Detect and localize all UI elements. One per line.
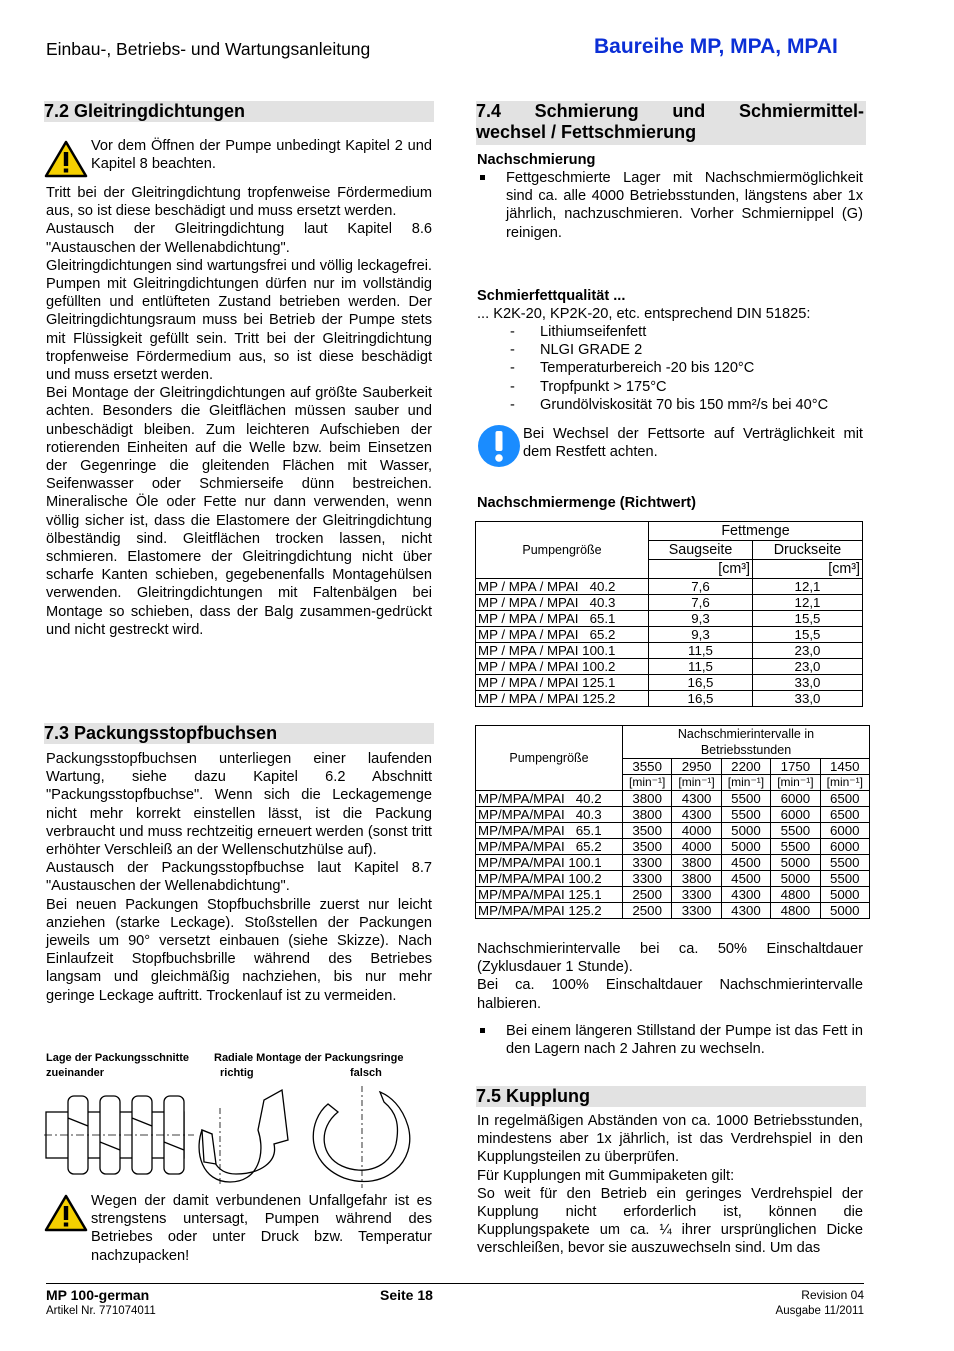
value-cell: 5500 bbox=[820, 855, 869, 871]
table-row bbox=[476, 579, 863, 595]
pump-size-cell: MP / MPA / MPAI 100.2 bbox=[476, 659, 649, 675]
speed-header: 2950 bbox=[672, 759, 721, 775]
section-7-5-title: 7.5 Kupplung bbox=[476, 1086, 866, 1107]
value-cell: 3800 bbox=[672, 855, 721, 871]
list-item: - Lithiumseifenfett bbox=[477, 323, 863, 341]
column-header: Pumpengröße bbox=[476, 726, 623, 791]
value-cell: 5500 bbox=[771, 823, 820, 839]
section-7-3-title: 7.3 Packungsstopfbuchsen bbox=[44, 723, 434, 744]
paragraph: Gleitringdichtungen sind wartungsfrei und völlig leckagefrei. Pumpen mit Gleitringdichtungen dürfen nur im vollständig gefüllten und entlüfteten Zustand betrieben werden. Der Gleitringdichtungsraum muss bei Betrieb der Pumpe stets mit Flüssigkeit gefüllt sein. Tritt bei der Gleitringdichtung tropfenweise Fördermedium aus, so ist diese beschädigt und muss ersetzt werden. bbox=[46, 257, 432, 384]
pump-size-cell: MP / MPA / MPAI 100.1 bbox=[476, 643, 649, 659]
table-row bbox=[476, 627, 863, 643]
value-cell: 4800 bbox=[771, 887, 820, 903]
table-row bbox=[476, 855, 870, 871]
list-item: - Grundölviskosität 70 bis 150 mm²/s bei 40°C bbox=[477, 396, 863, 414]
intervall-table bbox=[475, 725, 870, 919]
section-7-5-body bbox=[477, 1112, 863, 1258]
value-cell: 5000 bbox=[721, 839, 770, 855]
figure-label: Lage der Packungsschnitte bbox=[46, 1052, 190, 1064]
value-cell: 7,6 bbox=[649, 579, 753, 595]
table-row bbox=[476, 595, 863, 611]
paragraph: Austausch der Packungsstopfbuchse laut Kapitel 8.7 "Austauschen der Wellenabdichtung". bbox=[46, 860, 432, 895]
value-cell: 5000 bbox=[721, 823, 770, 839]
fettmenge-table-body bbox=[476, 579, 863, 707]
speed-header: 3550 bbox=[623, 759, 672, 775]
title-word: Schmierung bbox=[534, 101, 639, 121]
value-cell: 5000 bbox=[771, 871, 820, 887]
value-cell: 3800 bbox=[623, 791, 672, 807]
value-cell: 6000 bbox=[820, 839, 869, 855]
value-cell: 12,1 bbox=[753, 595, 863, 611]
column-header-line: Nachschmierintervalle in bbox=[677, 727, 815, 741]
value-cell: 12,1 bbox=[753, 579, 863, 595]
value-cell: 4300 bbox=[721, 887, 770, 903]
value-cell: 3800 bbox=[672, 871, 721, 887]
value-cell: 15,5 bbox=[753, 627, 863, 643]
warning-text-7-3: Wegen der damit verbundenen Unfallgefahr ist es strengstens untersagt, Pumpen während des Betriebes oder unter Druck bzw. Temperatur nachzupacken! bbox=[91, 1193, 432, 1264]
column-header bbox=[623, 726, 870, 759]
footer-page: Seite 18 bbox=[380, 1287, 433, 1303]
column-unit: [cm³] bbox=[753, 560, 863, 579]
value-cell: 7,6 bbox=[649, 595, 753, 611]
value-cell: 23,0 bbox=[753, 659, 863, 675]
list-item: - NLGI GRADE 2 bbox=[477, 341, 863, 359]
warning-icon bbox=[44, 1194, 88, 1237]
packing-rings-sketch bbox=[44, 1096, 194, 1174]
header-series: Baureihe MP, MPA, MPAI bbox=[594, 35, 838, 58]
paragraph: Austausch der Gleitringdichtung laut Kapitel 8.6 "Austauschen der Wellenabdichtung". bbox=[46, 221, 432, 256]
column-header-line: Betriebsstunden bbox=[700, 743, 792, 757]
value-cell: 16,5 bbox=[649, 675, 753, 691]
value-cell: 9,3 bbox=[649, 611, 753, 627]
value-cell: 23,0 bbox=[753, 643, 863, 659]
info-note: Bei Wechsel der Fettsorte auf Verträglichkeit mit dem Restfett achten. bbox=[523, 426, 863, 461]
footer-divider bbox=[46, 1283, 864, 1284]
pump-size-cell: MP / MPA / MPAI 125.2 bbox=[476, 691, 649, 707]
intervall-notes bbox=[477, 940, 863, 1013]
value-cell: 5000 bbox=[820, 887, 869, 903]
pump-size-cell: MP/MPA/MPAI 100.1 bbox=[476, 855, 623, 871]
value-cell: 4300 bbox=[672, 807, 721, 823]
value-cell: 6000 bbox=[771, 791, 820, 807]
schmierfett-intro: ... K2K-20, KP2K-20, etc. entsprechend DIN 51825: bbox=[477, 306, 811, 322]
subheading-nachschmiermenge: Nachschmiermenge (Richtwert) bbox=[477, 495, 696, 511]
value-cell: 3500 bbox=[623, 823, 672, 839]
table-row bbox=[476, 659, 863, 675]
column-header: Fettmenge bbox=[649, 522, 863, 541]
paragraph: Für Kupplungen mit Gummipaketen gilt: bbox=[477, 1167, 735, 1184]
value-cell: 15,5 bbox=[753, 611, 863, 627]
value-cell: 2500 bbox=[623, 887, 672, 903]
list-item: - Temperaturbereich -20 bis 120°C bbox=[477, 359, 863, 377]
paragraph: Nachschmierintervalle bei ca. 50% Einschaltdauer (Zyklusdauer 1 Stunde). bbox=[477, 941, 863, 976]
value-cell: 6500 bbox=[820, 791, 869, 807]
value-cell: 3300 bbox=[623, 855, 672, 871]
section-7-4-title-line1 bbox=[476, 101, 866, 122]
fettmenge-table bbox=[475, 521, 863, 707]
paragraph: So weit für den Betrieb ein geringes Verdrehspiel der Kupplung nicht erforderlich ist, können die Kupplungspakete um ca. ¼ ihrer ursprünglichen Dicke verschleißen, bevor sie auszuwechseln sind. Um das bbox=[477, 1185, 863, 1257]
value-cell: 4800 bbox=[771, 903, 820, 919]
figure-label: zueinander bbox=[46, 1067, 105, 1079]
paragraph: Packungsstopfbuchsen unterliegen einer laufenden Wartung, siehe dazu Kapitel 6.2 Abschnitt "Packungsstopfbuchse". Wenn sich die Leckagemenge nicht mehr korrekt einstellen lässt, ist die Packung verbraucht und muss rechtzeitig erneuert werden (sonst tritt erhöhter Verschleiß an der Wellenschutzhülse auf). bbox=[46, 751, 432, 859]
title-word: Schmiermittel- bbox=[738, 101, 864, 121]
pump-size-cell: MP / MPA / MPAI 65.2 bbox=[476, 627, 649, 643]
footer-artikel: Artikel Nr. 771074011 bbox=[46, 1305, 156, 1317]
paragraph: Bei ca. 100% Einschaltdauer Nachschmierintervalle halbieren. bbox=[477, 977, 863, 1012]
pump-size-cell: MP/MPA/MPAI 40.2 bbox=[476, 791, 623, 807]
value-cell: 5000 bbox=[771, 855, 820, 871]
value-cell: 4000 bbox=[672, 823, 721, 839]
value-cell: 4500 bbox=[721, 871, 770, 887]
table-header-row bbox=[476, 522, 863, 541]
warning-icon bbox=[44, 140, 88, 183]
figure-label-right: Radiale Montage der Packungsringe bbox=[214, 1052, 404, 1064]
value-cell: 3500 bbox=[623, 839, 672, 855]
nachschmierung-list bbox=[477, 169, 863, 242]
warning-text-7-2: Vor dem Öffnen der Pumpe unbedingt Kapitel 2 und Kapitel 8 beachten. bbox=[91, 138, 432, 173]
pump-size-cell: MP / MPA / MPAI 40.3 bbox=[476, 595, 649, 611]
table-row bbox=[476, 887, 870, 903]
paragraph: Bei Montage der Gleitringdichtungen auf größte Sauberkeit achten. Besonders die Gleitflächen müssen sauber und unbeschädigt bleiben. Zum leichteren Aufschieben der rotierenden Einheiten auf die Welle bzw. beim Einsetzen der Gegenringe die gleitenden Flächen mit Wasser, Seifenwasser oder Schmierseife dünn bestreichen. Mineralische Öle oder Fette nur dann verwenden, wenn völlig sicher ist, dass die Elastomere der Gleitringdichtung ölbeständig sind. Gleitflächen trocken lassen, nicht schmieren. Elastomere der Gleitringdichtung nicht über scharfe Kanten schieben, gegebenenfalls Montagehülsen verwenden. Gleitringdichtungen mit Faltenbälgen bei Montage so schieben, dass der Balg zusammen-gedrückt und nicht gestreckt wird. bbox=[46, 385, 432, 638]
section-7-2-body bbox=[46, 184, 432, 639]
table-row bbox=[476, 643, 863, 659]
table-row bbox=[476, 839, 870, 855]
value-cell: 5000 bbox=[820, 903, 869, 919]
table-header-row bbox=[476, 726, 870, 759]
speed-unit: [min⁻¹] bbox=[820, 775, 869, 791]
table-row bbox=[476, 871, 870, 887]
footer-ausgabe: Ausgabe 11/2011 bbox=[775, 1305, 864, 1317]
subheading-nachschmierung: Nachschmierung bbox=[477, 152, 596, 168]
value-cell: 4300 bbox=[721, 903, 770, 919]
info-icon bbox=[477, 424, 521, 473]
list-item: Bei einem längeren Stillstand der Pumpe ist das Fett in den Lagern nach 2 Jahren zu wechseln. bbox=[477, 1022, 863, 1058]
section-7-2-title: 7.2 Gleitringdichtungen bbox=[44, 101, 434, 122]
table-row bbox=[476, 675, 863, 691]
value-cell: 5500 bbox=[820, 871, 869, 887]
pump-size-cell: MP / MPA / MPAI 125.1 bbox=[476, 675, 649, 691]
pump-size-cell: MP/MPA/MPAI 125.1 bbox=[476, 887, 623, 903]
header-title: Einbau-, Betriebs- und Wartungsanleitung bbox=[46, 39, 371, 59]
value-cell: 6000 bbox=[820, 823, 869, 839]
value-cell: 33,0 bbox=[753, 675, 863, 691]
paragraph: Bei neuen Packungen Stopfbuchsbrille zuerst nur leicht anziehen (starke Leckage). Stoßstellen der Packungen jeweils um 90° versetzt einbauen (siehe Skizze). Nach Einlaufzeit Stopfbuchsbrille während des Betriebes langsam und gleichmäßig nachziehen, bis nur mehr geringe Leckage auftritt. Trockenlauf ist zu vermeiden. bbox=[46, 896, 432, 1004]
pump-size-cell: MP/MPA/MPAI 100.2 bbox=[476, 871, 623, 887]
value-cell: 2500 bbox=[623, 903, 672, 919]
column-header: Pumpengröße bbox=[476, 522, 649, 579]
speed-header: 1750 bbox=[771, 759, 820, 775]
figure-label-left bbox=[46, 1051, 189, 1081]
section-7-3-body bbox=[46, 750, 432, 1005]
value-cell: 3300 bbox=[623, 871, 672, 887]
pump-size-cell: MP/MPA/MPAI 125.2 bbox=[476, 903, 623, 919]
speed-unit: [min⁻¹] bbox=[672, 775, 721, 791]
stillstand-list bbox=[477, 1022, 863, 1058]
paragraph: In regelmäßigen Abständen von ca. 1000 Betriebsstunden, mindestens aber 1x jährlich, ist das Verdrehspiel in den Kupplungsteilen zu überprüfen. bbox=[477, 1113, 863, 1166]
pump-size-cell: MP/MPA/MPAI 65.2 bbox=[476, 839, 623, 855]
packing-figure bbox=[44, 1082, 436, 1188]
table-row bbox=[476, 903, 870, 919]
column-unit: [cm³] bbox=[649, 560, 753, 579]
table-row bbox=[476, 823, 870, 839]
value-cell: 5500 bbox=[721, 807, 770, 823]
value-cell: 4300 bbox=[672, 791, 721, 807]
table-row bbox=[476, 791, 870, 807]
value-cell: 5500 bbox=[721, 791, 770, 807]
value-cell: 4500 bbox=[721, 855, 770, 871]
speed-header: 2200 bbox=[721, 759, 770, 775]
speed-header: 1450 bbox=[820, 759, 869, 775]
pump-size-cell: MP / MPA / MPAI 65.1 bbox=[476, 611, 649, 627]
value-cell: 6500 bbox=[820, 807, 869, 823]
packing-ring-wrong bbox=[313, 1086, 409, 1188]
value-cell: 11,5 bbox=[649, 659, 753, 675]
packing-ring-correct bbox=[199, 1090, 288, 1184]
section-7-4-title bbox=[476, 101, 866, 145]
intervall-table-body bbox=[476, 791, 870, 919]
value-cell: 4000 bbox=[672, 839, 721, 855]
list-item: Fettgeschmierte Lager mit Nachschmiermöglichkeit sind ca. alle 4000 Betriebsstunden, längstens aber 1x jährlich, nachzuschmieren. Vorher Schmiernippel (G) reinigen. bbox=[477, 169, 863, 242]
paragraph: Tritt bei der Gleitringdichtung tropfenweise Fördermedium aus, so ist diese beschädigt und muss ersetzt werden. bbox=[46, 185, 432, 220]
value-cell: 3300 bbox=[672, 887, 721, 903]
value-cell: 3800 bbox=[623, 807, 672, 823]
section-7-4-title-line2: wechsel / Fettschmierung bbox=[476, 122, 697, 142]
value-cell: 6000 bbox=[771, 807, 820, 823]
speed-unit: [min⁻¹] bbox=[721, 775, 770, 791]
value-cell: 5500 bbox=[771, 839, 820, 855]
column-header: Druckseite bbox=[753, 541, 863, 560]
pump-size-cell: MP/MPA/MPAI 40.3 bbox=[476, 807, 623, 823]
value-cell: 3300 bbox=[672, 903, 721, 919]
footer-revision: Revision 04 bbox=[801, 1288, 864, 1302]
table-row bbox=[476, 691, 863, 707]
table-row bbox=[476, 611, 863, 627]
pump-size-cell: MP/MPA/MPAI 65.1 bbox=[476, 823, 623, 839]
figure-label-wrong: falsch bbox=[350, 1067, 382, 1079]
schmierfett-list bbox=[477, 323, 863, 414]
pump-size-cell: MP / MPA / MPAI 40.2 bbox=[476, 579, 649, 595]
title-word: 7.4 bbox=[476, 101, 502, 121]
value-cell: 11,5 bbox=[649, 643, 753, 659]
subheading-schmierfett: Schmierfettqualität ... bbox=[477, 288, 626, 304]
footer-doc: MP 100-german bbox=[46, 1287, 150, 1303]
title-word: und bbox=[672, 101, 706, 121]
value-cell: 33,0 bbox=[753, 691, 863, 707]
value-cell: 16,5 bbox=[649, 691, 753, 707]
list-item: - Tropfpunkt > 175°C bbox=[477, 378, 863, 396]
value-cell: 9,3 bbox=[649, 627, 753, 643]
table-row bbox=[476, 807, 870, 823]
speed-unit: [min⁻¹] bbox=[623, 775, 672, 791]
figure-label-correct: richtig bbox=[220, 1067, 254, 1079]
speed-unit: [min⁻¹] bbox=[771, 775, 820, 791]
column-header: Saugseite bbox=[649, 541, 753, 560]
